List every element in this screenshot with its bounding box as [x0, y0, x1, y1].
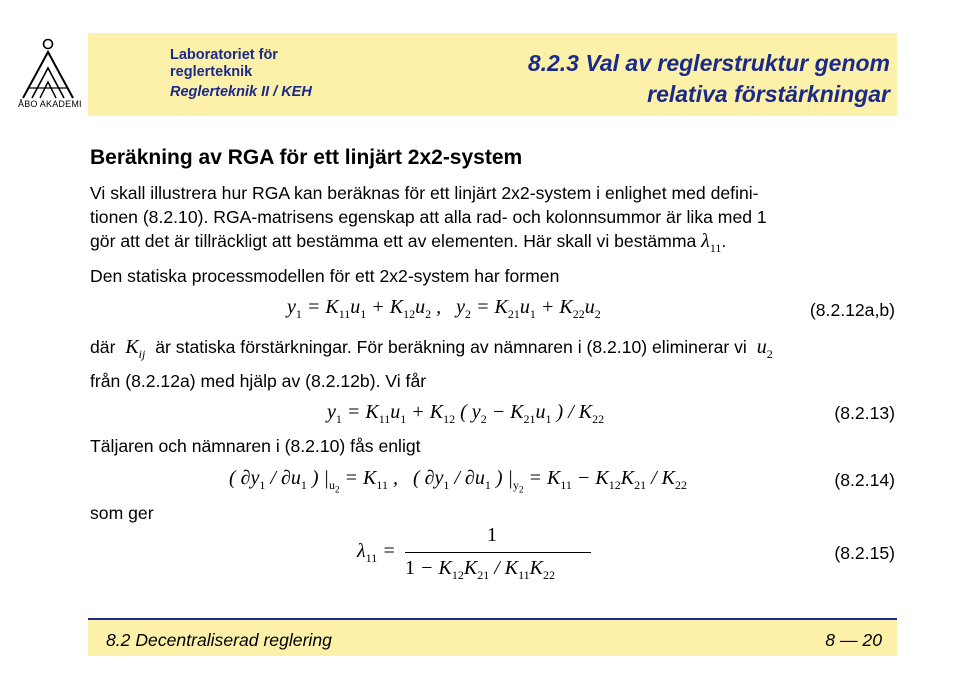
gain-desc-text: är statiska förstärkningar. För beräkning av nämnaren i (8.2.10) eliminerar vi — [155, 337, 747, 357]
fraction-numerator: 1 — [487, 524, 497, 546]
equation-number-12: (8.2.12a,b) — [809, 300, 895, 320]
page-title-line2: relativa förstärkningar — [647, 81, 890, 107]
equation-8-2-14: ( $\partial y_1 / \partial u_1$ ) $|_{u_2} = K_{11}$ , ( $\partial y_1 / \partial u_1$ ) $|_{y_2} = K_{11} - K_{12}K_{21} / K_{22}$ — [229, 467, 687, 495]
lab-name-line1: Laboratoriet för — [170, 47, 278, 63]
intro-line1: Vi skall illustrera hur RGA kan beräknas för ett linjärt 2x2-system i enlighet med defini- — [90, 183, 759, 203]
section-heading: Beräkning av RGA för ett linjärt 2x2-system — [90, 146, 523, 169]
equation-8-2-13: $y_1 = K_{11}u_1 + K_{12}$ ( $y_2 - K_{21}u_1$ ) / $K_{22}$ — [327, 401, 605, 426]
elimination-text: från (8.2.12a) med hjälp av (8.2.12b). Vi får — [90, 371, 427, 391]
equation-number-13: (8.2.13) — [834, 403, 895, 423]
lambda-symbol: $\lambda_{11}$ — [701, 230, 722, 255]
course-name: Reglerteknik II / KEH — [170, 84, 312, 100]
gain-desc-prefix: där — [90, 337, 116, 357]
u2-symbol: $u_2$ — [751, 336, 773, 361]
numerator-denominator-text: Täljaren och nämnaren i (8.2.10) fås enligt — [90, 436, 421, 456]
intro-line2: tionen (8.2.10). RGA-matrisens egenskap att alla rad- och kolonnsummor är lika med 1 — [90, 207, 767, 227]
logo-mark-icon — [18, 38, 88, 100]
fraction-bar — [405, 552, 591, 553]
lambda11-lhs: $\lambda_{11}$ = — [357, 540, 396, 565]
intro-line3: gör att det är tillräckligt att bestämma ett av elementen. Här skall vi bestämma $\lambda_{11}$. — [90, 230, 727, 255]
abo-akademi-logo — [18, 38, 158, 114]
lab-name-line2: reglerteknik — [170, 64, 253, 80]
kij-symbol: $K_{ij}$ — [120, 336, 146, 361]
intro-line3-text: gör att det är tillräckligt att bestämma ett av elementen. Här skall vi bestämma — [90, 231, 697, 251]
equation-8-2-15-fraction — [405, 524, 591, 584]
gain-description-line — [90, 335, 773, 366]
footer-page-number: 8 — 20 — [825, 630, 882, 650]
equation-8-2-12: $y_1 = K_{11}u_1 + K_{12}u_2$ , $y_2 = K_{21}u_1 + K_{22}u_2$ — [287, 296, 601, 321]
page-title-line1: 8.2.3 Val av reglerstruktur genom — [527, 50, 890, 76]
equation-number-15: (8.2.15) — [834, 543, 895, 563]
result-text: som ger — [90, 503, 154, 523]
intro-paragraph — [90, 181, 767, 260]
logo-text: ÅBO AKADEMI — [18, 99, 82, 109]
fraction-denominator: $1 - K_{12}K_{21} / K_{11}K_{22}$ — [405, 557, 555, 582]
equation-number-14: (8.2.14) — [834, 470, 895, 490]
footer-section-title: 8.2 Decentraliserad reglering — [106, 630, 332, 650]
footer-banner — [88, 618, 897, 656]
model-intro-text: Den statiska processmodellen för ett 2x2-system har formen — [90, 266, 560, 286]
